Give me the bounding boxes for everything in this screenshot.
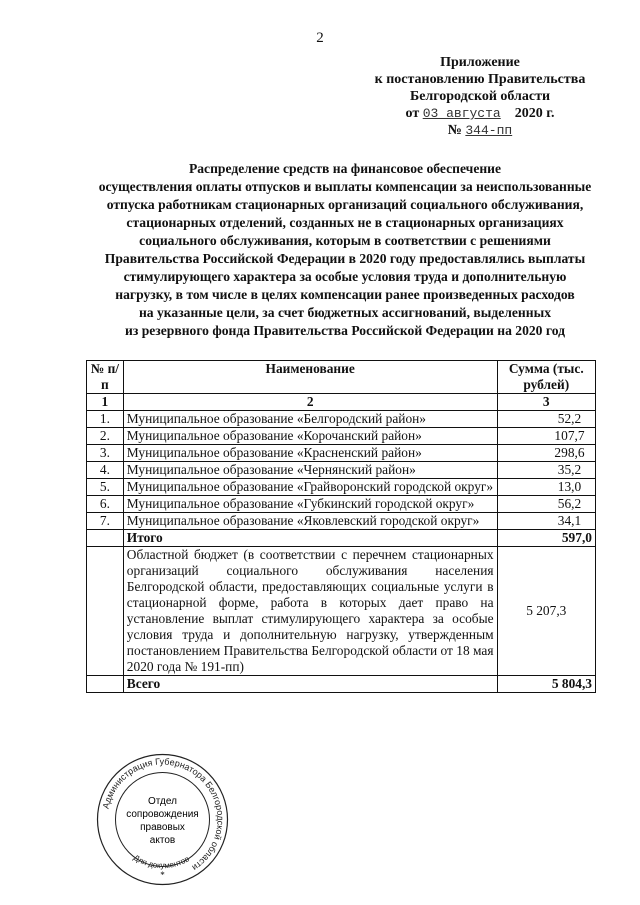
row-sum: 56,2 <box>557 496 582 511</box>
row-name: Муниципальное образование «Белгородский район» <box>123 411 497 428</box>
appendix-line3: Белгородской области <box>409 89 551 104</box>
table-row <box>87 513 596 530</box>
date-suffix: 2020 г. <box>514 106 555 121</box>
stamp-bottom-text: Для документов <box>131 853 191 871</box>
table-row <box>87 428 596 445</box>
title-line: Правительства Российской Федерации в 2020 году предоставлялись выплаты <box>104 251 586 266</box>
vsego-sum: 5 804,3 <box>497 676 595 693</box>
number-prefix: № <box>447 123 462 138</box>
document-title <box>70 160 620 340</box>
row-number: 4. <box>87 462 124 479</box>
row-number: 5. <box>87 479 124 496</box>
itogo-row <box>87 530 596 547</box>
oblast-row <box>87 547 596 676</box>
title-line: нагрузку, в том числе в целях компенсации ранее произведенных расходов <box>115 287 575 302</box>
row-sum: 107,7 <box>554 428 585 443</box>
row-sum: 52,2 <box>557 411 582 426</box>
row-name: Муниципальное образование «Чернянский район» <box>123 462 497 479</box>
table-row <box>87 496 596 513</box>
row-name: Муниципальное образование «Красненский район» <box>123 445 497 462</box>
page-number: 2 <box>316 30 324 46</box>
title-line: отпуска работникам стационарных организаций социального обслуживания, <box>106 197 584 212</box>
row-name: Муниципальное образование «Грайворонский городской округ» <box>123 479 497 496</box>
appendix-block <box>360 54 600 139</box>
stamp-center-line: сопровождения <box>126 809 199 820</box>
distribution-table <box>86 360 596 693</box>
title-line: из резервного фонда Правительства Российской Федерации на 2020 год <box>125 323 565 338</box>
row-name: Муниципальное образование «Корочанский район» <box>123 428 497 445</box>
table-row <box>87 462 596 479</box>
row-number: 6. <box>87 496 124 513</box>
row-sum: 34,1 <box>557 513 582 528</box>
row-sum: 13,0 <box>557 479 582 494</box>
column-number-row <box>87 394 596 411</box>
title-line: стационарных отделений, созданных не в стационарных организациях <box>126 215 564 230</box>
row-number: 1. <box>87 411 124 428</box>
number-value: 344-пп <box>465 123 513 138</box>
title-line: социального обслуживания, которым в соответствии с решениями <box>139 233 551 248</box>
table-row <box>87 445 596 462</box>
vsego-row <box>87 676 596 693</box>
star-icon: * <box>160 870 165 880</box>
col-number-1: 1 <box>87 394 124 411</box>
oblast-text: Областной бюджет (в соответствии с перечнем стационарных организаций социального обслуживания населения Белгородской области, предоставляющих социальные услуги в стационарной форме, работа в которых дает право на установление выплат стимулирующего характера за особые условия труда и дополнительную нагрузку, утвержденным постановлением Правительства Белгородской области от 18 мая 2020 года № 191-пп) <box>123 547 497 676</box>
date-prefix: от <box>405 106 420 121</box>
row-number: 7. <box>87 513 124 530</box>
row-sum: 298,6 <box>554 445 585 460</box>
row-sum: 35,2 <box>557 462 582 477</box>
appendix-line2: к постановлению Правительства <box>374 72 586 87</box>
appendix-line1: Приложение <box>440 55 520 70</box>
table-row <box>87 479 596 496</box>
itogo-label: Итого <box>123 530 497 547</box>
itogo-sum: 597,0 <box>497 530 595 547</box>
oblast-sum: 5 207,3 <box>497 547 595 676</box>
vsego-label: Всего <box>123 676 497 693</box>
table-row <box>87 411 596 428</box>
header-number: № п/п <box>87 361 124 394</box>
appendix-date <box>360 105 600 122</box>
title-line: на указанные цели, за счет бюджетных ассигнований, выделенных <box>138 305 552 320</box>
stamp-center-line: правовых <box>140 822 185 833</box>
title-line: осуществления оплаты отпусков и выплаты компенсации за неиспользованные <box>98 179 592 194</box>
row-number: 3. <box>87 445 124 462</box>
row-name: Муниципальное образование «Губкинский городской округ» <box>123 496 497 513</box>
table-header-row <box>87 361 596 394</box>
header-name: Наименование <box>123 361 497 394</box>
col-number-2: 2 <box>123 394 497 411</box>
title-line: Распределение средств на финансовое обеспечение <box>188 161 502 176</box>
appendix-number <box>360 122 600 139</box>
stamp-seal <box>95 752 230 887</box>
col-number-3: 3 <box>497 394 595 411</box>
date-value: 03 августа <box>422 106 501 121</box>
row-name: Муниципальное образование «Яковлевский городской округ» <box>123 513 497 530</box>
stamp-center-line: актов <box>149 835 176 846</box>
stamp-center-line: Отдел <box>148 796 177 807</box>
stamp-ring-text: Администрация Губернатора Белгородской области <box>100 756 226 873</box>
row-number: 2. <box>87 428 124 445</box>
header-sum: Сумма (тыс. рублей) <box>497 361 595 394</box>
title-line: стимулирующего характера за особые условия труда и дополнительную <box>123 269 567 284</box>
